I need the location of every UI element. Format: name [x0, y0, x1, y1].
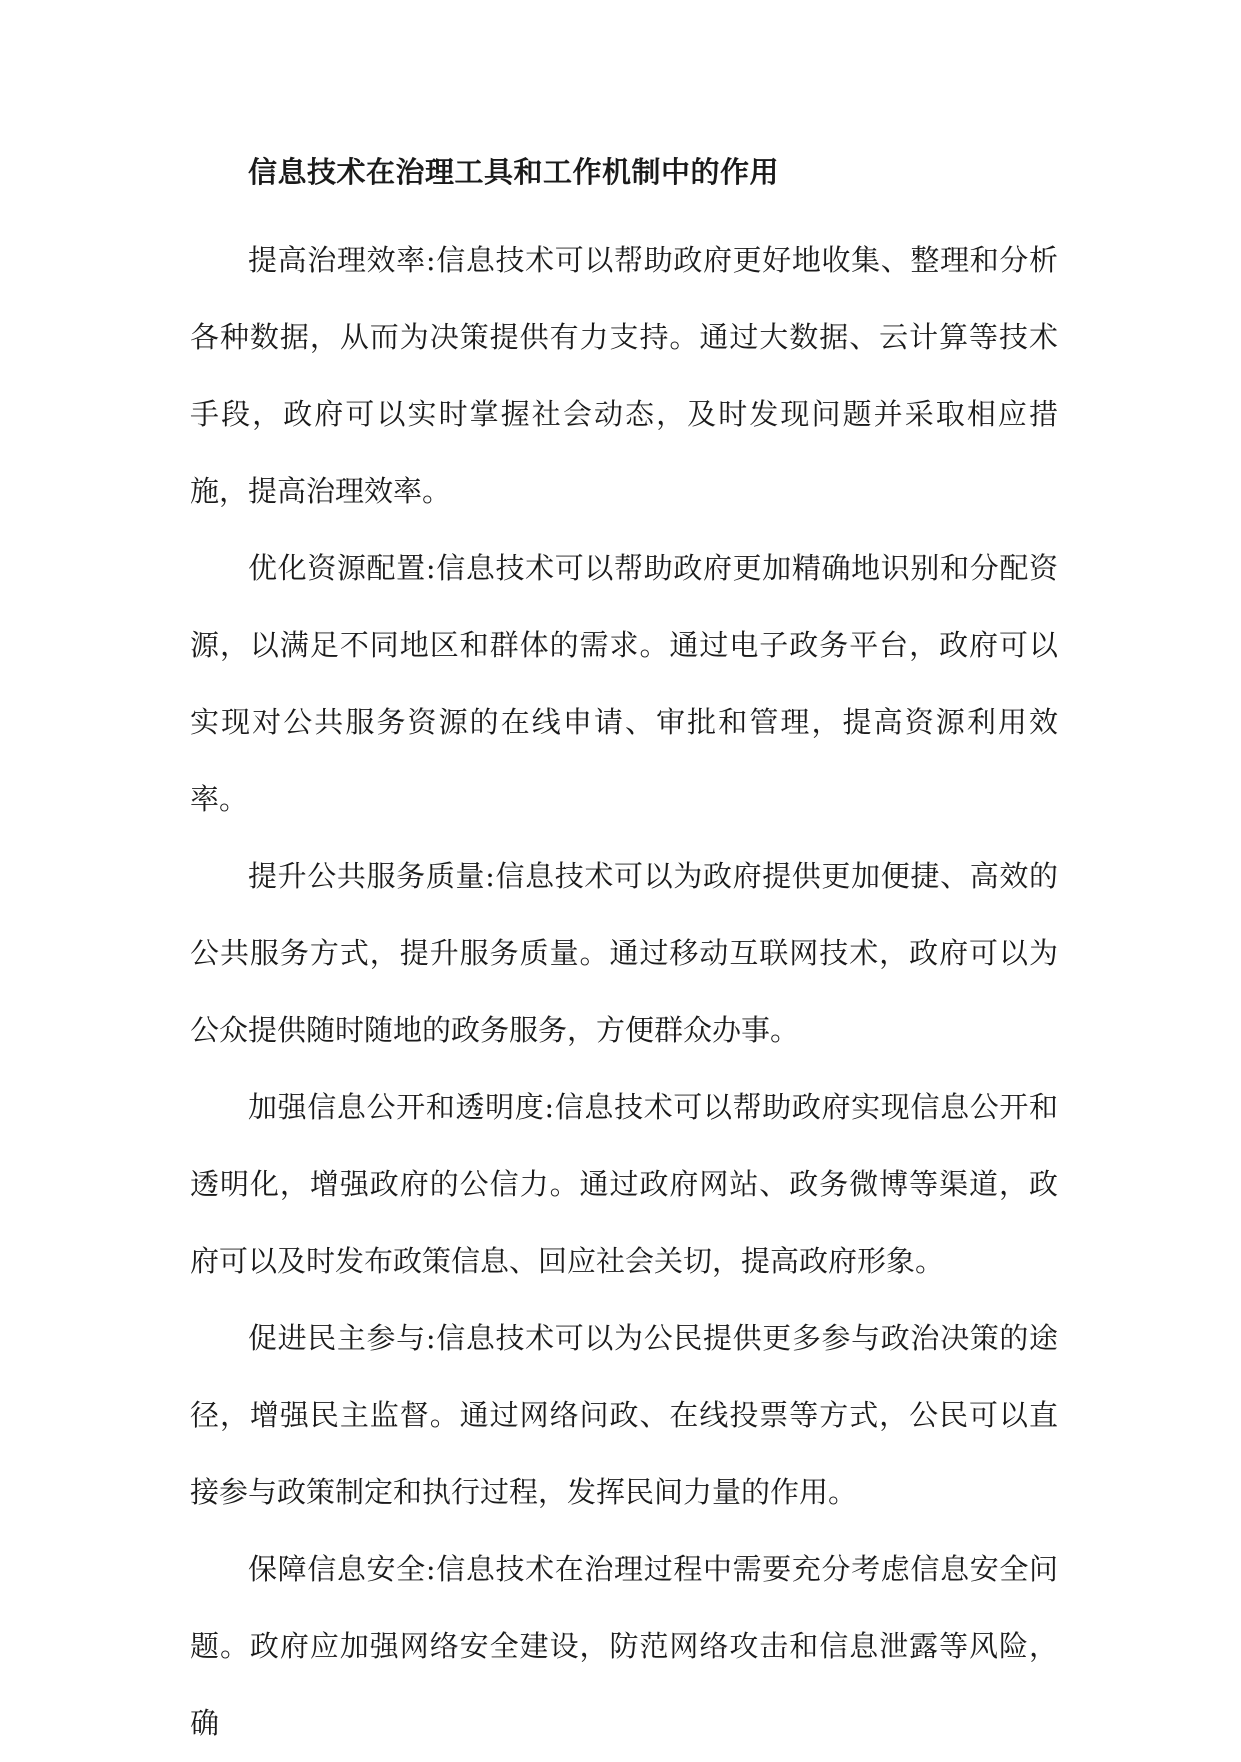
paragraph-lead: 加强信息公开和透明度:	[248, 1090, 555, 1124]
paragraph-resource-allocation	[190, 530, 1058, 838]
paragraph-public-service-quality	[190, 838, 1058, 1069]
paragraph-lead: 提高治理效率:	[248, 243, 436, 277]
paragraph-lead: 优化资源配置:	[248, 551, 436, 585]
paragraph-text: 信息技术可以帮助政府更好地收集、整理和分析各种数据，从而为决策提供有力支持。通过大数据、云计算等技术手段，政府可以实时掌握社会动态，及时发现问题并采取相应措施，提高治理效率。	[190, 243, 1058, 508]
paragraph-text: 信息技术可以为政府提供更加便捷、高效的公共服务方式，提升服务质量。通过移动互联网技术，政府可以为公众提供随时随地的政务服务，方便群众办事。	[190, 859, 1058, 1047]
paragraph-text: 信息技术可以帮助政府实现信息公开和透明化，增强政府的公信力。通过政府网站、政务微博等渠道，政府可以及时发布政策信息、回应社会关切，提高政府形象。	[190, 1090, 1058, 1278]
paragraph-democratic-participation	[190, 1300, 1058, 1531]
paragraph-transparency	[190, 1069, 1058, 1300]
paragraph-governance-efficiency	[190, 222, 1058, 530]
paragraph-text: 信息技术可以为公民提供更多参与政治决策的途径，增强民主监督。通过网络问政、在线投票等方式，公民可以直接参与政策制定和执行过程，发挥民间力量的作用。	[190, 1321, 1058, 1509]
paragraph-information-security	[190, 1531, 1058, 1762]
paragraph-lead: 促进民主参与:	[248, 1321, 436, 1355]
paragraph-text: 信息技术可以帮助政府更加精确地识别和分配资源，以满足不同地区和群体的需求。通过电子政务平台，政府可以实现对公共服务资源的在线申请、审批和管理，提高资源利用效率。	[190, 551, 1058, 816]
document-body	[190, 222, 1058, 1762]
paragraph-lead: 提升公共服务质量:	[248, 859, 495, 893]
document-title: 信息技术在治理工具和工作机制中的作用	[248, 155, 780, 189]
paragraph-lead: 保障信息安全:	[248, 1552, 436, 1586]
paragraph-text: 信息技术在治理过程中需要充分考虑信息安全问题。政府应加强网络安全建设，防范网络攻击和信息泄露等风险，确	[190, 1552, 1058, 1740]
